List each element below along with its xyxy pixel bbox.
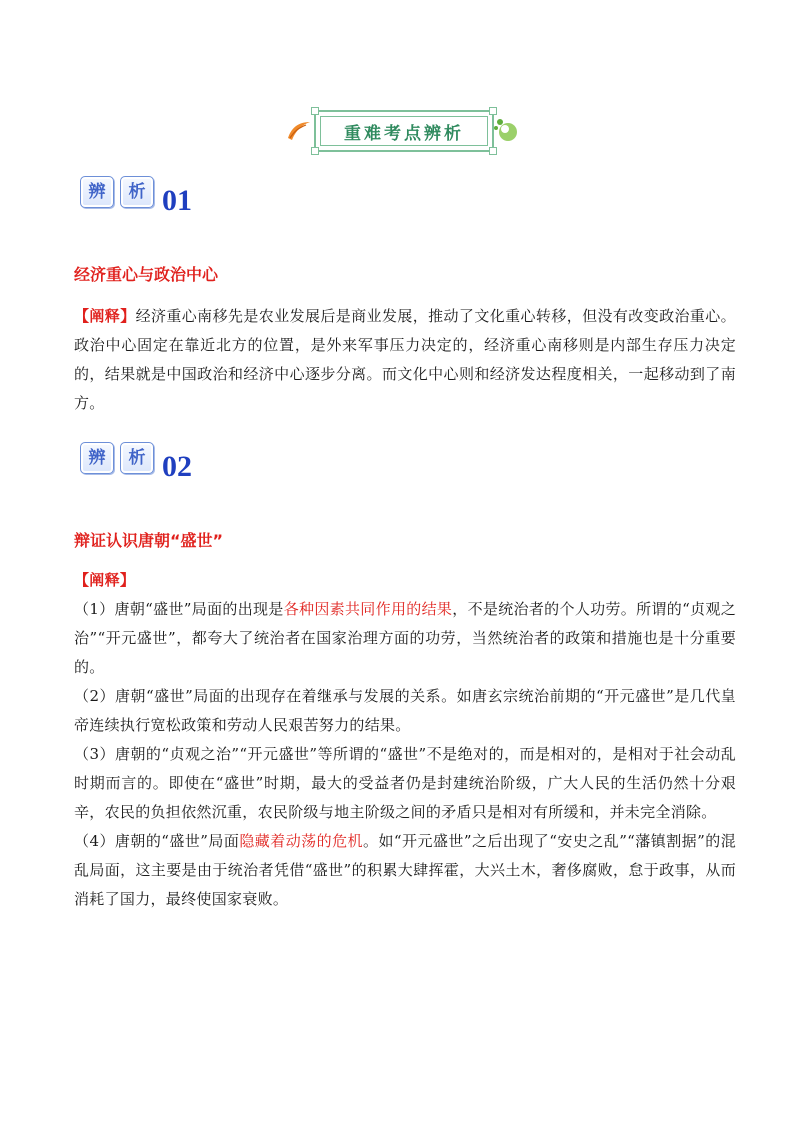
section-heading: 辩证认识唐朝“盛世” bbox=[74, 531, 224, 550]
banner-frame bbox=[314, 110, 494, 152]
badge-number: 01 bbox=[162, 184, 192, 217]
badge-char: 辨 bbox=[80, 442, 114, 474]
list-item: （4）唐朝的“盛世”局面隐藏着动荡的危机。如“开元盛世”之后出现了“安史之乱”“藩镇割据”的混乱局面，这主要是由于统治者凭借“盛世”的积累大肆挥霍，大兴土木，奢侈腐败，怠于政事，从而消耗了国力，最终使国家衰败。 bbox=[74, 832, 736, 908]
section-badge-02 bbox=[80, 442, 192, 483]
leaf-swirl-icon bbox=[284, 116, 312, 144]
badge-char: 辨 bbox=[80, 176, 114, 208]
explanation-tag: 【阐释】 bbox=[74, 307, 136, 325]
section-banner bbox=[284, 102, 520, 158]
badge-char: 析 bbox=[120, 176, 154, 208]
badge-number: 02 bbox=[162, 450, 192, 483]
highlight-text: 隐藏着动荡的危机 bbox=[239, 832, 363, 850]
list-item: （3）唐朝的“贞观之治”“开元盛世”等所谓的“盛世”不是绝对的，而是相对的，是相对于社会动乱时期而言的。即使在“盛世”时期，最大的受益者仍是封建统治阶级，广大人民的生活仍然十分艰辛，农民的负担依然沉重，农民阶级与地主阶级之间的矛盾只是相对有所缓和，并未完全消除。 bbox=[74, 745, 736, 821]
yin-yang-swirl-icon bbox=[492, 114, 520, 144]
explanation-tag: 【阐释】 bbox=[74, 571, 136, 589]
section-badge-01 bbox=[80, 176, 192, 217]
section-paragraph bbox=[74, 302, 736, 418]
banner-title: 重难考点辨析 bbox=[344, 124, 464, 144]
section-heading: 经济重心与政治中心 bbox=[74, 265, 219, 284]
list-item: （1）唐朝“盛世”局面的出现是各种因素共同作用的结果，不是统治者的个人功劳。所谓的“贞观之治”“开元盛世”，都夸大了统治者在国家治理方面的功劳，当然统治者的政策和措施也是十分重要的。 bbox=[74, 600, 736, 676]
section-body bbox=[74, 566, 736, 914]
paragraph-text: 经济重心南移先是农业发展后是商业发展，推动了文化重心转移，但没有改变政治重心。政治中心固定在靠近北方的位置，是外来军事压力决定的，经济重心南移则是内部生存压力决定的，结果就是中国政治和经济中心逐步分离。而文化中心则和经济发达程度相关，一起移动到了南方。 bbox=[74, 307, 736, 412]
badge-char: 析 bbox=[120, 442, 154, 474]
highlight-text: 各种因素共同作用的结果 bbox=[283, 600, 453, 618]
list-item: （2）唐朝“盛世”局面的出现存在着继承与发展的关系。如唐玄宗统治前期的“开元盛世”是几代皇帝连续执行宽松政策和劳动人民艰苦努力的结果。 bbox=[74, 687, 736, 734]
